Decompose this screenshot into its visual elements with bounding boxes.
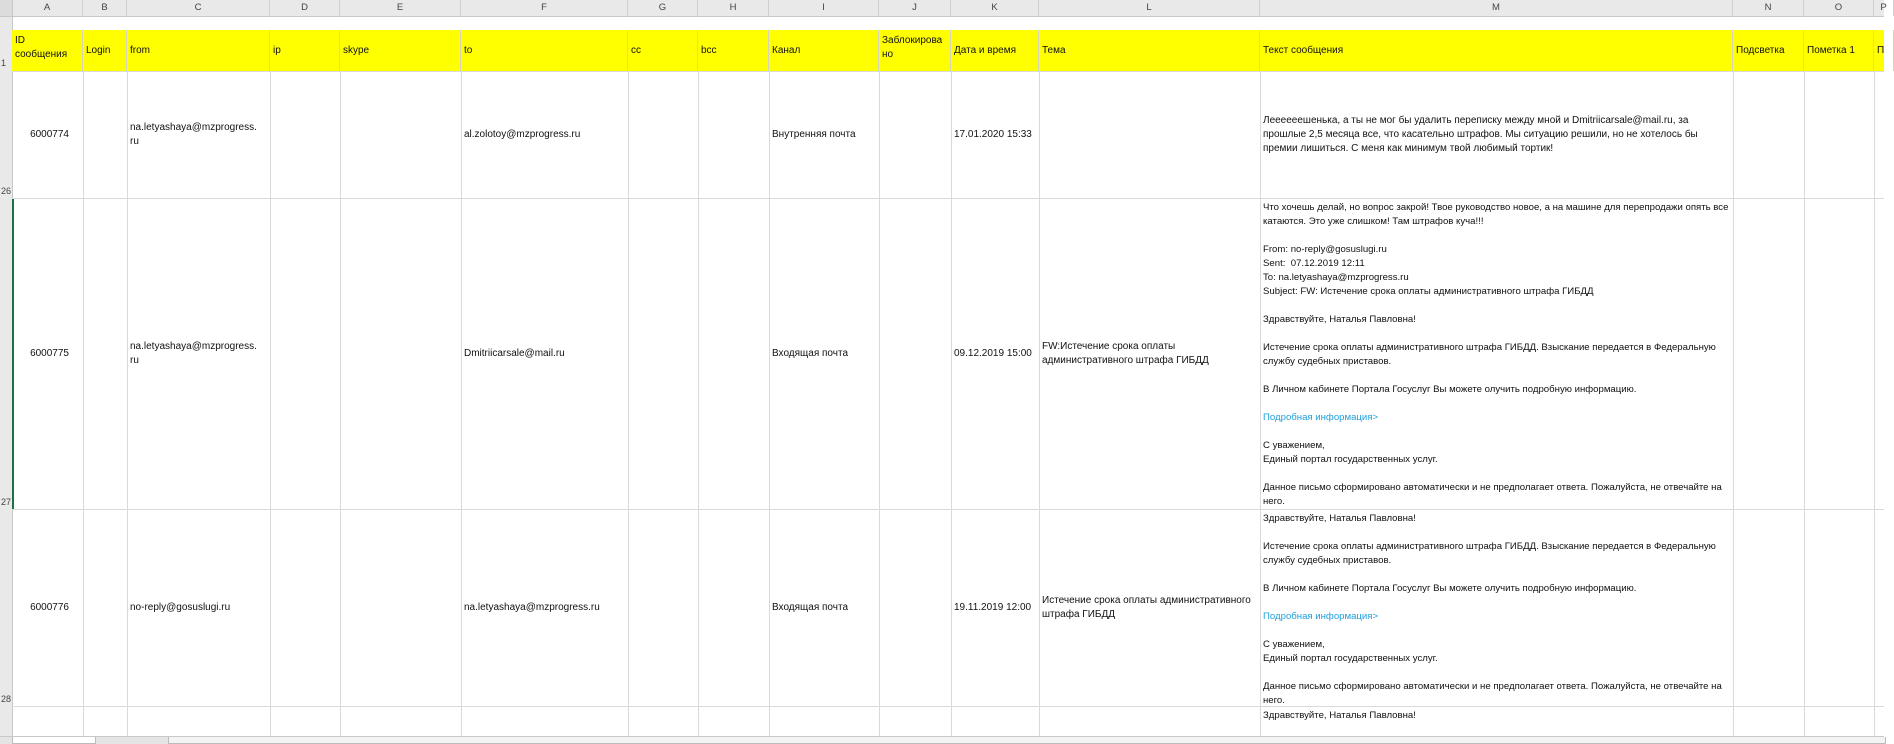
cell-channel[interactable]: Внутренняя почта [772,128,856,140]
cell-message[interactable] [1260,510,1733,706]
message-text: Здравствуйте, Наталья Павловна! Истечение срока оплаты административного штрафа ГИБДД. Взыскание передается в Федеральную службу судебных приставов. В Личном кабинете Портала Госуслуг Вы можете олучить подробную информацию. [1263,513,1716,594]
gridline [1804,71,1805,743]
column-header-b[interactable]: B [83,0,127,16]
column-header-k[interactable]: K [951,0,1039,16]
gridline [879,71,880,743]
column-header-i[interactable]: I [769,0,879,16]
message-text: С уважением, Единый портал государственных услуг. Данное письмо сформировано автоматически и не предполагает ответа. Пожалуйста, не отвечайте на него. [1263,639,1722,706]
header-bcc[interactable]: bcc [698,30,769,71]
cell-message[interactable] [1260,199,1733,509]
header-highlight[interactable]: Подсветка [1733,30,1804,71]
gridline [628,71,629,743]
cell-id[interactable]: 6000774 [30,128,69,140]
header-to[interactable]: to [461,30,628,71]
details-link[interactable]: Подробная информация> [1263,611,1379,622]
header-ip[interactable]: ip [270,30,340,71]
cell-from[interactable]: na.letyashaya@mzprogress. ru [130,341,257,366]
gridline [1874,71,1875,743]
header-from[interactable]: from [127,30,270,71]
header-p[interactable]: П [1874,30,1894,71]
header-datetime[interactable]: Дата и время [951,30,1039,71]
column-header-h[interactable]: H [698,0,769,16]
cell-channel[interactable]: Входящая почта [772,348,849,359]
header-id[interactable]: ID сообщения [12,30,83,71]
gridline [83,71,84,743]
column-header-l[interactable]: L [1039,0,1260,16]
column-header-e[interactable]: E [340,0,461,16]
cell-to[interactable]: Dmitriicarsale@mail.ru [464,348,565,359]
cell-id[interactable]: 6000776 [30,602,69,613]
header-subject[interactable]: Тема [1039,30,1260,71]
cell-subject[interactable]: FW:Истечение срока оплаты административного штрафа ГИБДД [1042,341,1209,366]
column-header-m[interactable]: M [1260,0,1733,16]
header-cc[interactable]: cc [628,30,698,71]
cell-from[interactable]: no-reply@gosuslugi.ru [130,602,231,613]
cell-datetime[interactable]: 09.12.2019 15:00 [954,348,1032,359]
column-header-o[interactable]: O [1804,0,1874,16]
column-header-n[interactable]: N [1733,0,1804,16]
row-header-1[interactable]: 1 [1,58,7,68]
header-login[interactable]: Login [83,30,127,71]
column-header-p[interactable]: P [1874,0,1894,16]
column-header-f[interactable]: F [461,0,628,16]
message-text: Леееееешенька, а ты не мог бы удалить переписку между мной и Dmitriicarsale@mail.ru, за прошлые 2,5 месяца все, что касательно штрафов. Мы ситуацию решили, но не хотелось бы премии лишиться. С меня как минимум твой любимый тортик! [1263,114,1698,154]
horizontal-scrollbar[interactable] [168,737,1886,744]
header-mark1[interactable]: Пометка 1 [1804,30,1874,71]
column-header-c[interactable]: C [127,0,270,16]
row-header-27[interactable]: 27 [1,497,12,507]
message-text: С уважением, Единый портал государственных услуг. Данное письмо сформировано автоматически и не предполагает ответа. Пожалуйста, не отвечайте на него. [1263,440,1722,507]
row-header-26[interactable]: 26 [1,186,12,196]
cell-message[interactable] [1260,71,1733,198]
header-body[interactable]: Текст сообщения [1260,30,1733,71]
column-header-g[interactable]: G [628,0,698,16]
row-header-28[interactable]: 28 [1,694,12,704]
message-text: Что хочешь делай, но вопрос закрой! Твое руководство новое, а на машине для перепродажи опять все катаются. Это уже слишком! Там штрафов куча!!! From: no-reply@gosuslugi.ru Sent: 07.12.2019 12:11 To: na.letyashaya@mzprogress.ru Subject: FW: Истечение срока оплаты административного штрафа ГИБДД Здравствуйте, Наталья Павловна! Истечение срока оплаты административного штрафа ГИБДД. Взыскание передается в Федеральную службу судебных приставов. В Личном кабинете Портала Госуслуг Вы можете олучить подробную информацию. [1263,202,1729,395]
gridline [698,71,699,743]
message-text: Здравствуйте, Наталья Павловна! [1263,710,1416,721]
column-header-a[interactable]: A [12,0,83,16]
header-channel[interactable]: Канал [769,30,879,71]
cell-from[interactable]: na.letyashaya@mzprogress. ru [130,121,257,147]
gridline [340,71,341,743]
column-header-d[interactable]: D [270,0,340,16]
column-header-j[interactable]: J [879,0,951,16]
cell-datetime[interactable]: 17.01.2020 15:33 [954,128,1032,140]
gridline [1733,71,1734,743]
sheet-tab[interactable] [12,737,96,744]
details-link[interactable]: Подробная информация> [1263,412,1379,423]
cell-to[interactable]: al.zolotoy@mzprogress.ru [464,128,581,140]
cell-message[interactable] [1260,707,1733,735]
gridline [270,71,271,743]
cell-subject[interactable]: Истечение срока оплаты административного штрафа ГИБДД [1042,595,1251,620]
header-skype[interactable]: skype [340,30,461,71]
cell-channel[interactable]: Входящая почта [772,602,849,613]
header-blocked[interactable]: Заблокирова но [879,30,951,71]
cell-to[interactable]: na.letyashaya@mzprogress.ru [464,602,600,613]
cell-id[interactable]: 6000775 [30,348,69,359]
cell-datetime[interactable]: 19.11.2019 12:00 [954,602,1032,613]
